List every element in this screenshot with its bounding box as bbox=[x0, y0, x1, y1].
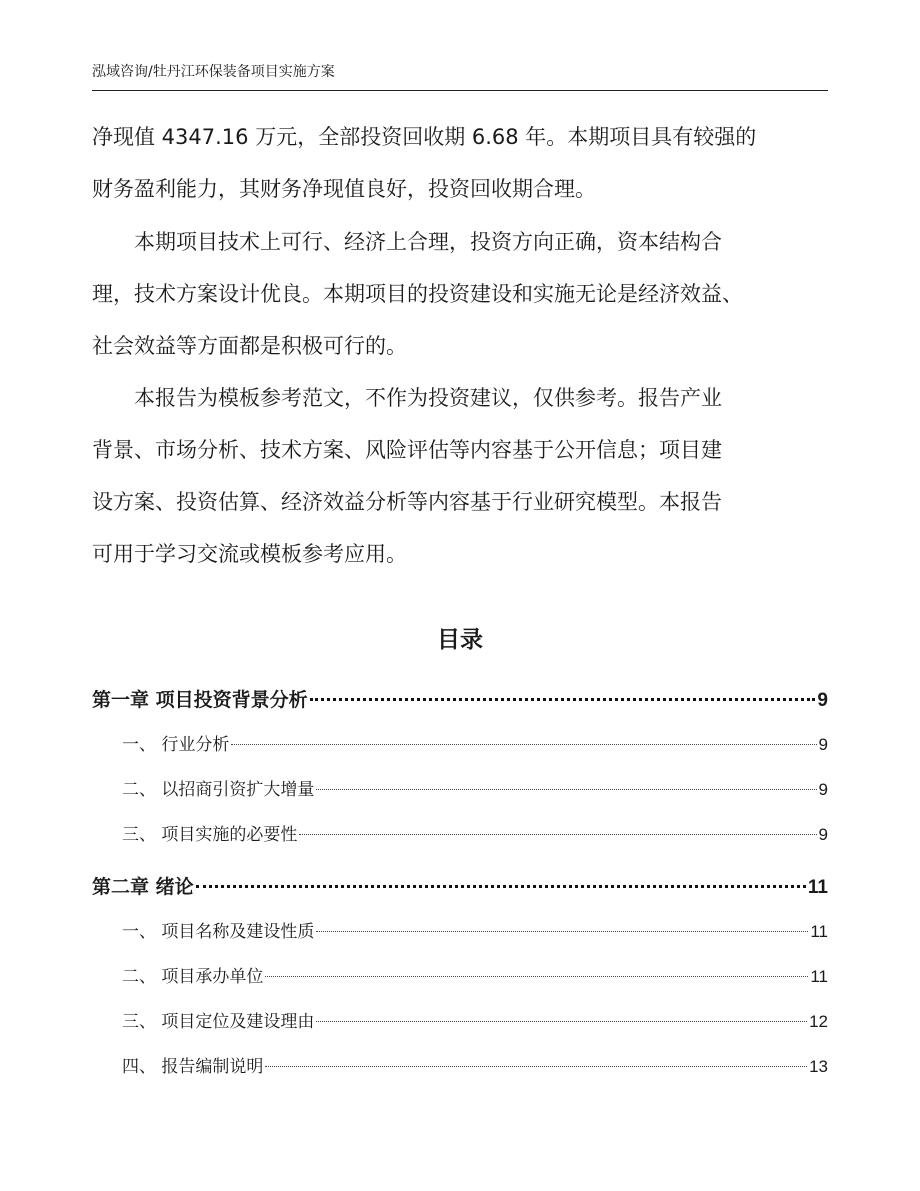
toc-chapter-2[interactable] bbox=[92, 865, 828, 909]
table-of-contents bbox=[92, 678, 828, 1089]
toc-item-label: 三、 项目实施的必要性 bbox=[122, 825, 298, 845]
toc-item[interactable] bbox=[92, 767, 828, 812]
toc-chapter-label: 第一章 项目投资背景分析 bbox=[92, 689, 308, 711]
paragraph-line: 净现值 4347.16 万元，全部投资回收期 6.68 年。本期项目具有较强的 bbox=[92, 125, 757, 149]
toc-leader-dots bbox=[231, 744, 816, 745]
toc-leader-dots bbox=[299, 834, 816, 835]
toc-item[interactable] bbox=[92, 909, 828, 954]
toc-page-number: 9 bbox=[818, 735, 828, 754]
toc-page-number: 9 bbox=[818, 780, 828, 799]
toc-item[interactable] bbox=[92, 954, 828, 999]
page-header bbox=[92, 60, 828, 91]
toc-page-number: 12 bbox=[809, 1012, 828, 1031]
toc-item-label: 一、 行业分析 bbox=[122, 735, 230, 755]
toc-item-label: 二、 以招商引资扩大增量 bbox=[122, 780, 315, 800]
toc-chapter-1[interactable] bbox=[92, 678, 828, 722]
toc-page-number: 11 bbox=[810, 922, 828, 941]
toc-page-number: 9 bbox=[817, 690, 828, 711]
toc-item[interactable] bbox=[92, 1044, 828, 1089]
toc-item[interactable] bbox=[92, 722, 828, 767]
toc-leader-dots bbox=[196, 885, 806, 888]
paragraph-line: 设方案、投资估算、经济效益分析等内容基于行业研究模型。本报告 bbox=[92, 490, 722, 514]
toc-item[interactable] bbox=[92, 812, 828, 857]
toc-leader-dots bbox=[265, 1066, 807, 1067]
paragraph-3 bbox=[92, 372, 828, 580]
toc-page-number: 13 bbox=[809, 1057, 828, 1076]
toc-item-label: 二、 项目承办单位 bbox=[122, 967, 264, 987]
toc-leader-dots bbox=[316, 1021, 807, 1022]
toc-leader-dots bbox=[316, 789, 816, 790]
paragraph-line: 本期项目技术上可行、经济上合理，投资方向正确，资本结构合 bbox=[134, 230, 722, 254]
toc-item-label: 三、 项目定位及建设理由 bbox=[122, 1012, 315, 1032]
paragraph-line: 可用于学习交流或模板参考应用。 bbox=[92, 542, 407, 566]
toc-item[interactable] bbox=[92, 999, 828, 1044]
toc-page-number: 11 bbox=[810, 967, 828, 986]
paragraph-line: 本报告为模板参考范文，不作为投资建议，仅供参考。报告产业 bbox=[134, 386, 722, 410]
paragraph-line: 社会效益等方面都是积极可行的。 bbox=[92, 334, 407, 358]
toc-title: 目录 bbox=[437, 627, 483, 653]
toc-page-number: 9 bbox=[818, 825, 828, 844]
paragraph-line: 背景、市场分析、技术方案、风险评估等内容基于公开信息；项目建 bbox=[92, 438, 722, 462]
toc-leader-dots bbox=[265, 976, 808, 977]
toc-chapter-label: 第二章 绪论 bbox=[92, 876, 194, 898]
paragraph-line: 财务盈利能力，其财务净现值良好，投资回收期合理。 bbox=[92, 177, 596, 201]
paragraph-1 bbox=[92, 111, 828, 215]
paragraph-2 bbox=[92, 216, 828, 372]
toc-leader-dots bbox=[316, 931, 808, 932]
toc-item-label: 一、 项目名称及建设性质 bbox=[122, 922, 315, 942]
paragraph-line: 理，技术方案设计优良。本期项目的投资建设和实施无论是经济效益、 bbox=[92, 282, 743, 306]
toc-item-label: 四、 报告编制说明 bbox=[122, 1057, 264, 1077]
toc-leader-dots bbox=[310, 698, 816, 701]
header-title: 泓域咨询/牡丹江环保装备项目实施方案 bbox=[92, 64, 335, 80]
toc-page-number: 11 bbox=[807, 877, 828, 898]
